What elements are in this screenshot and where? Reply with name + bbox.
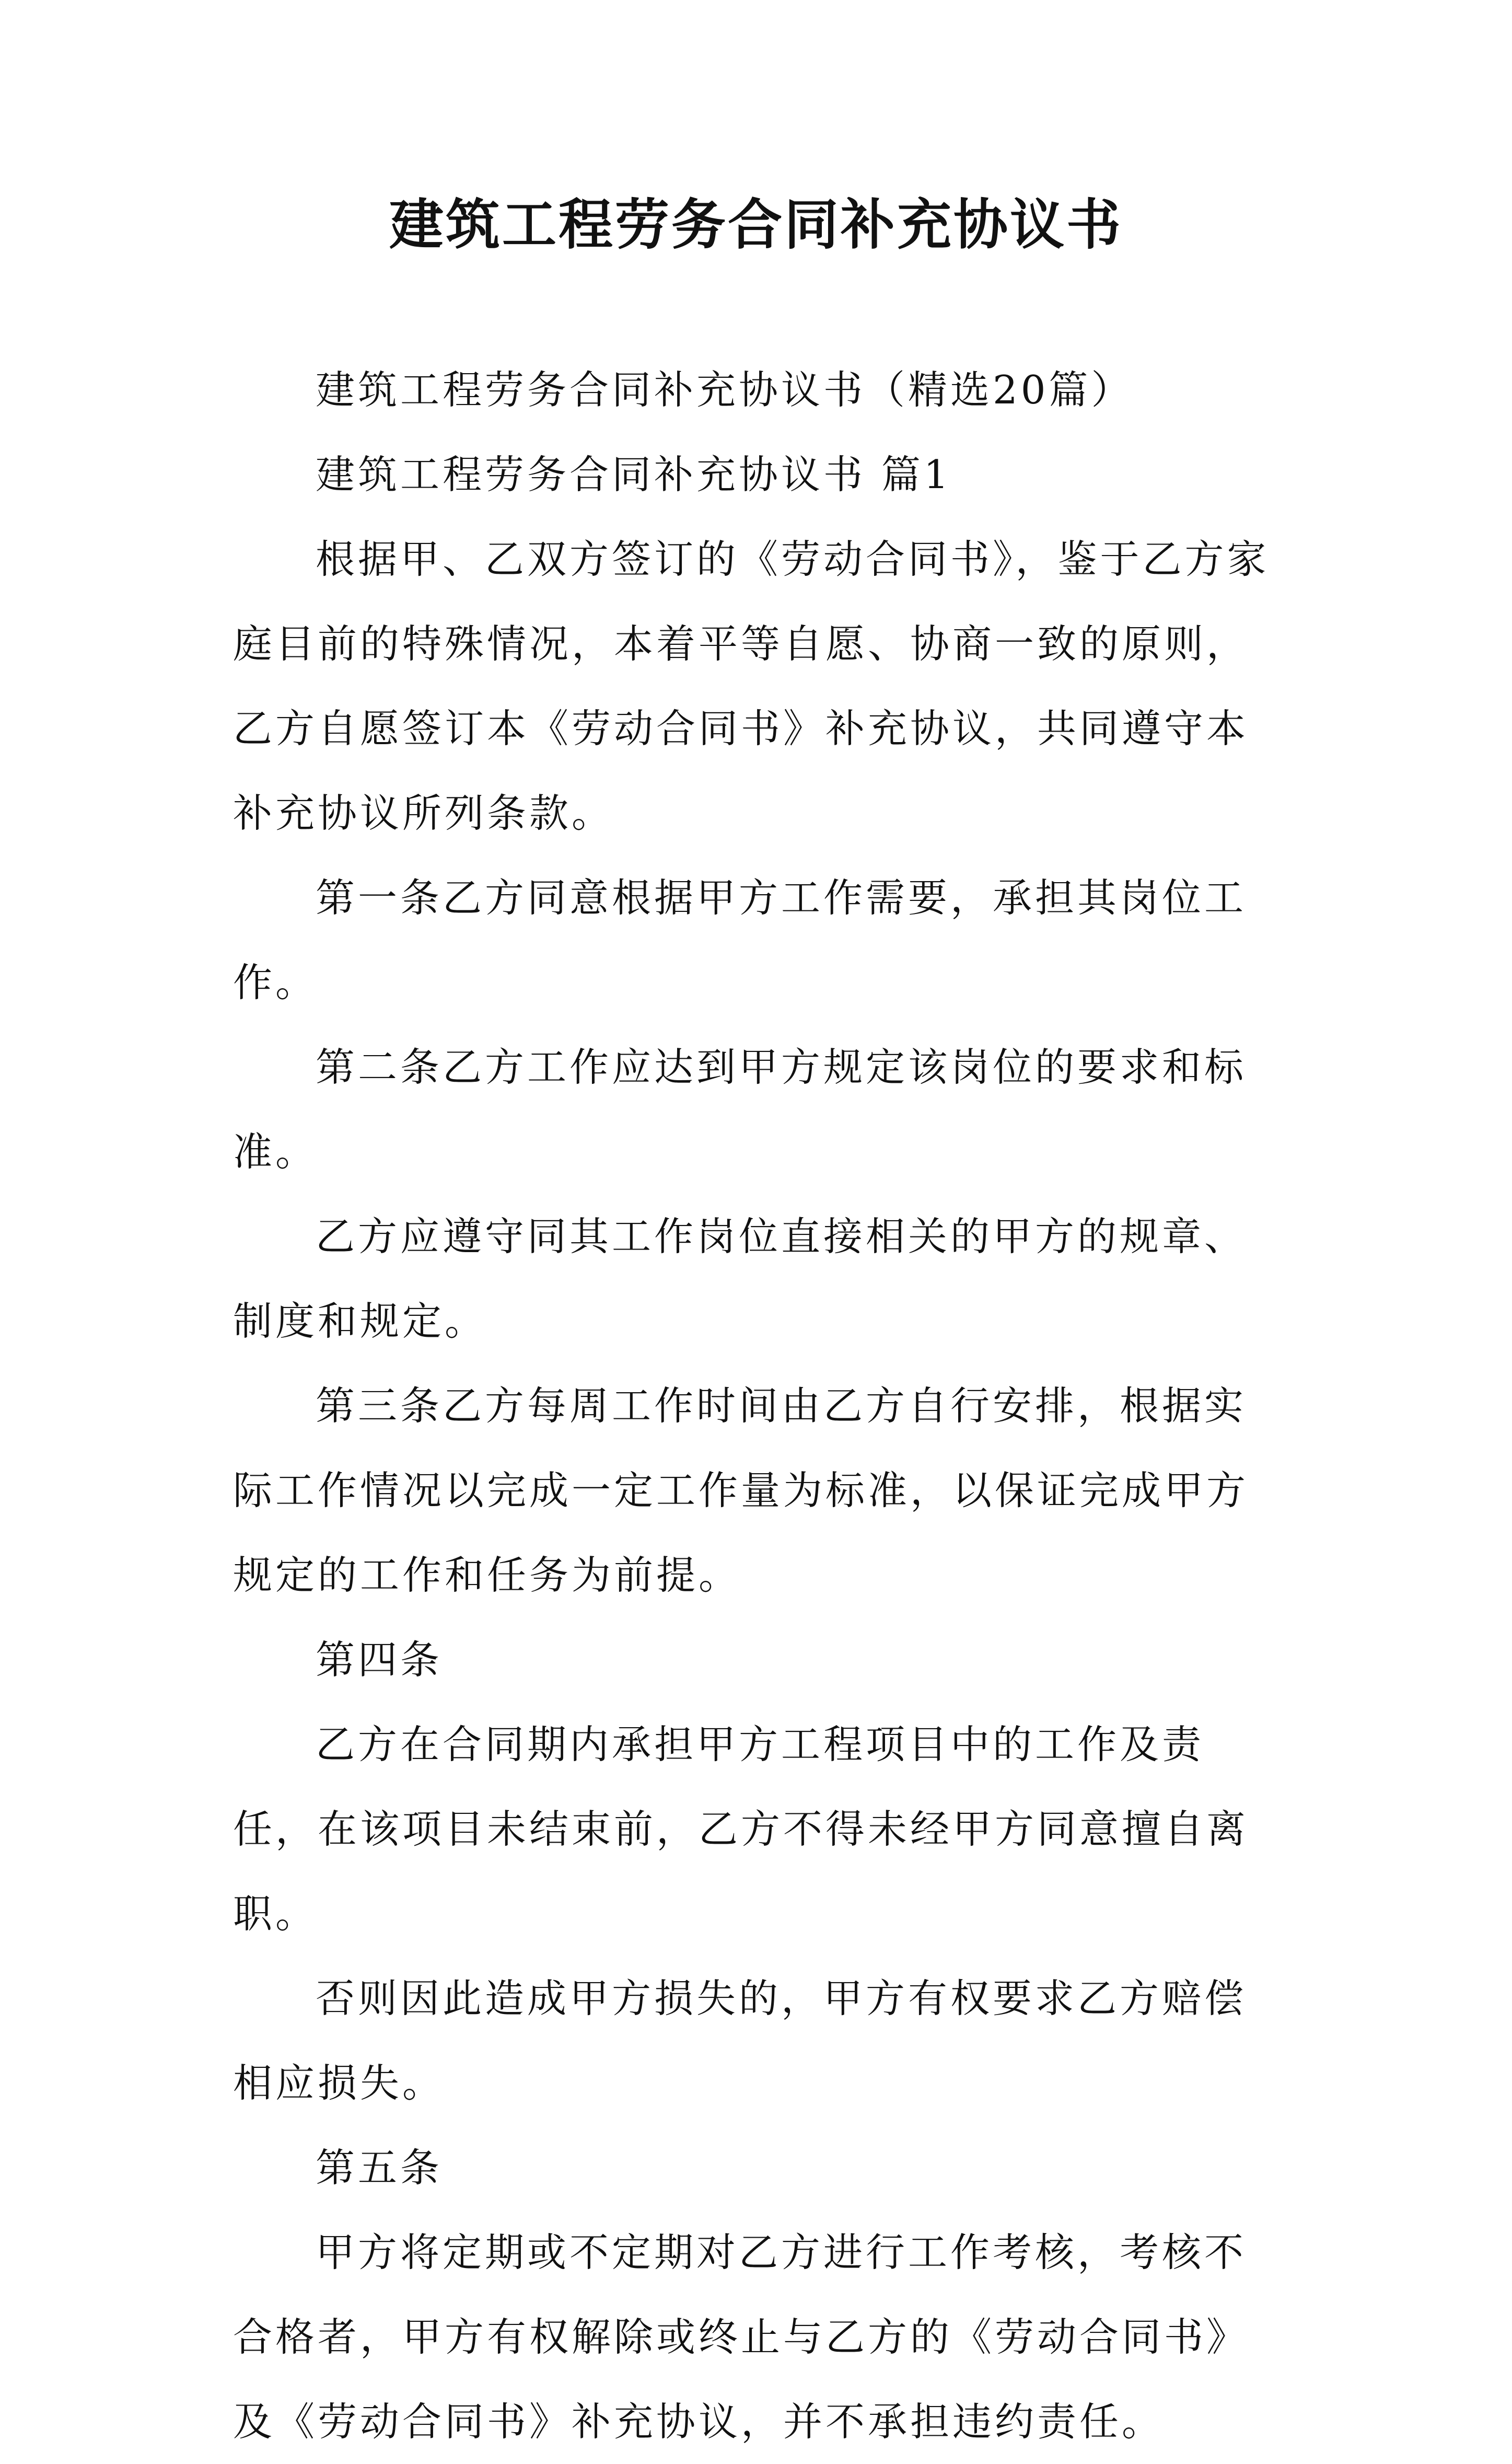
paragraph-article-5-body: 甲方将定期或不定期对乙方进行工作考核，考核不合格者，甲方有权解除或终止与乙方的《劳动合同书》及《劳动合同书》补充协议，并不承担违约责任。	[233, 2229, 1249, 2445]
paragraph-article-3: 第三条乙方每周工作时间由乙方自行安排，根据实际工作情况以完成一定工作量为标准，以保证完成甲方规定的工作和任务为前提。	[233, 1383, 1249, 1598]
paragraph-article-1: 第一条乙方同意根据甲方工作需要，承担其岗位工作。	[233, 875, 1247, 1005]
paragraph-section-heading: 建筑工程劳务合同补充协议书 篇1	[316, 452, 952, 498]
paragraph-article-4-heading: 第四条	[316, 1637, 443, 1683]
paragraph-collection-heading: 建筑工程劳务合同补充协议书（精选20篇）	[316, 367, 1134, 413]
paragraph-article-5-heading: 第五条	[316, 2145, 443, 2191]
document-title: 建筑工程劳务合同补充协议书	[389, 193, 1123, 257]
paragraph-article-4-body: 乙方在合同期内承担甲方工程项目中的工作及责任，在该项目未结束前，乙方不得未经甲方同意擅自离职。	[233, 1721, 1249, 1937]
paragraph-article-4-liability: 否则因此造成甲方损失的，甲方有权要求乙方赔偿相应损失。	[233, 1975, 1247, 2106]
paragraph-preamble: 根据甲、乙双方签订的《劳动合同书》，鉴于乙方家庭目前的特殊情况，本着平等自愿、协商一致的原则，乙方自愿签订本《劳动合同书》补充协议，共同遵守本补充协议所列条款。	[233, 536, 1270, 836]
paragraph-article-2-rules: 乙方应遵守同其工作岗位直接相关的甲方的规章、制度和规定。	[233, 1213, 1247, 1344]
paragraph-article-2: 第二条乙方工作应达到甲方规定该岗位的要求和标准。	[233, 1044, 1247, 1175]
document-body	[233, 348, 1288, 2464]
